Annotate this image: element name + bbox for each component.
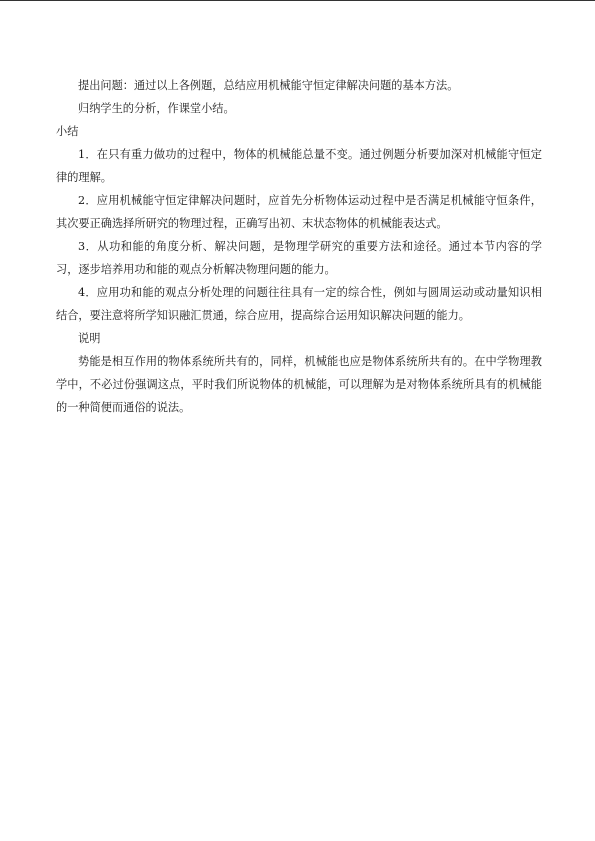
summary-item-2: 2．应用机械能守恒定律解决问题时，应首先分析物体运动过程中是否满足机械能守恒条件，其次要正确选择所研究的物理过程，正确写出初、末状态物体的机械能表达式。 [56, 194, 542, 230]
summary-item-3: 3．从功和能的角度分析、解决问题，是物理学研究的重要方法和途径。通过本节内容的学习，逐步培养用功和能的观点分析解决物理问题的能力。 [56, 240, 542, 276]
section-heading-explanation: 说明 [78, 332, 101, 345]
paragraph-raise-question: 提出问题：通过以上各例题，总结应用机械能守恒定律解决问题的基本方法。 [78, 79, 459, 92]
section-heading-summary: 小结 [56, 125, 79, 138]
explanation-paragraph: 势能是相互作用的物体系统所共有的，同样，机械能也应是物体系统所共有的。在中学物理教学中，不必过份强调这点，平时我们所说物体的机械能，可以理解为是对物体系统所具有的机械能的一种简便而通俗的说法。 [56, 355, 542, 414]
paragraph-class-summary-intro: 归纳学生的分析，作课堂小结。 [78, 102, 235, 115]
summary-item-1: 1．在只有重力做功的过程中，物体的机械能总量不变。通过例题分析要加深对机械能守恒定律的理解。 [56, 148, 542, 184]
summary-item-4: 4．应用功和能的观点分析处理的问题往往具有一定的综合性，例如与圆周运动或动量知识相结合，要注意将所学知识融汇贯通，综合应用，提高综合运用知识解决问题的能力。 [56, 286, 542, 322]
document-body [56, 74, 542, 419]
top-border-line [0, 0, 595, 1]
